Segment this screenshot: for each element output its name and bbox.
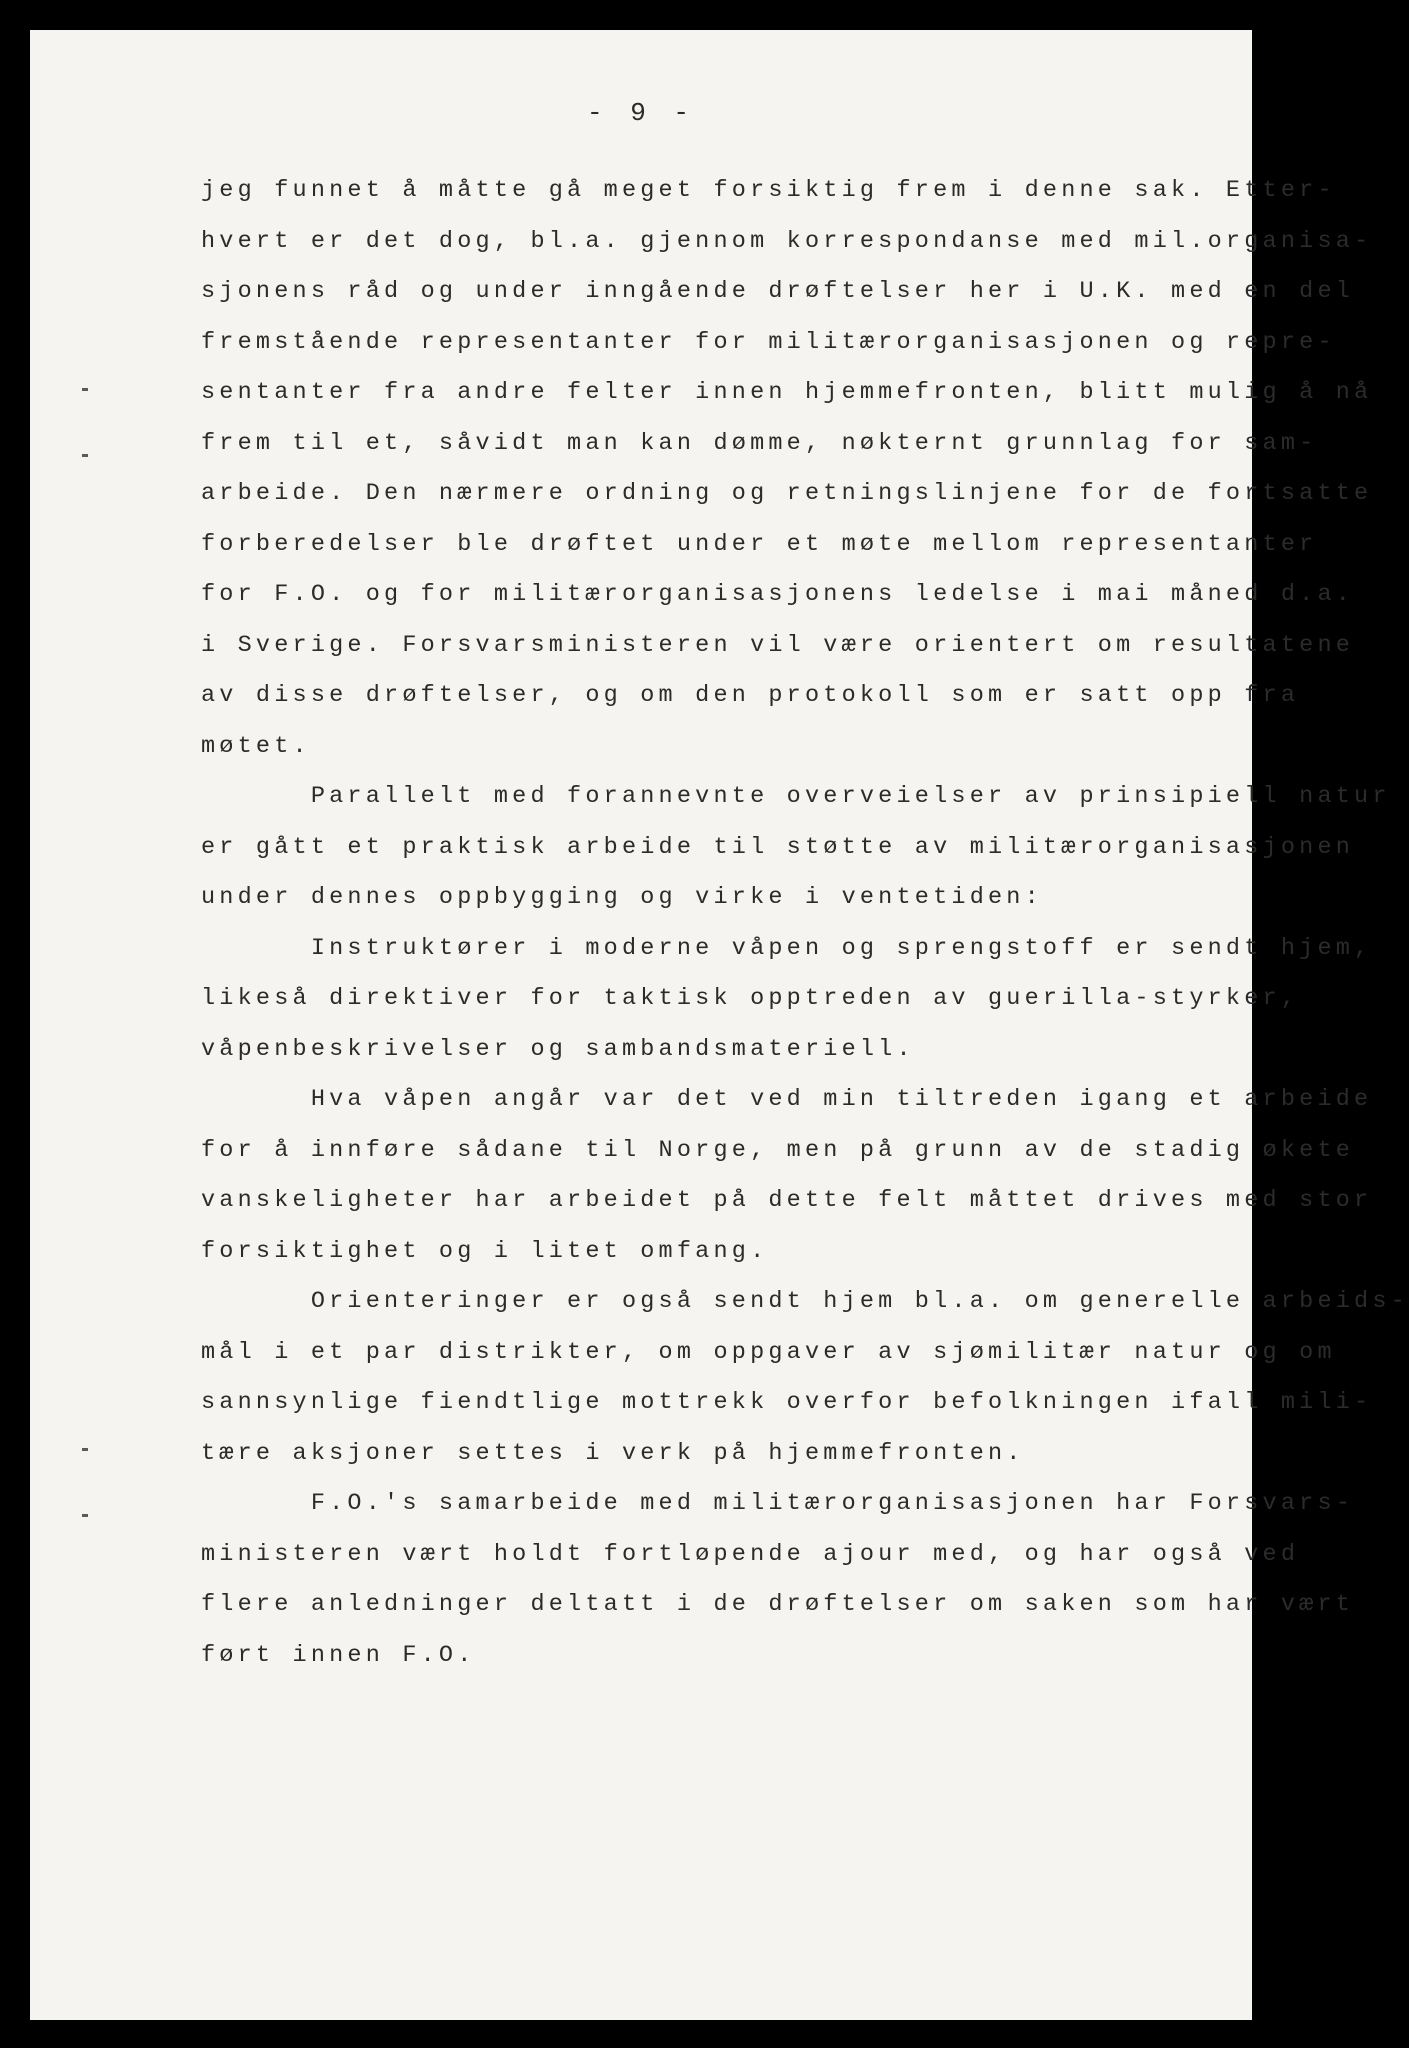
margin-mark <box>82 1448 88 1451</box>
text-line: Instruktører i moderne våpen og sprengstoff er sendt hjem, <box>201 934 1373 962</box>
text-line: møtet. <box>201 732 311 760</box>
page-number: - 9 - <box>586 98 695 128</box>
text-line: Hva våpen angår var det ved min tiltreden igang et arbeide <box>201 1086 1373 1113</box>
text-line: sannsynlige fiendtlige mottrekk overfor befolkningen ifall mili- <box>201 1389 1373 1416</box>
text-line: for F.O. og for militærorganisasjonens ledelse i mai måned d.a. <box>201 581 1355 608</box>
text-line: av disse drøftelser, og om den protokoll som er satt opp fra <box>201 682 1300 709</box>
margin-mark <box>82 388 88 391</box>
text-line: jeg funnet å måtte gå meget forsiktig frem i denne sak. Etter- <box>201 177 1336 204</box>
text-line: Orienteringer er også sendt hjem bl.a. om generelle arbeids- <box>201 1288 1409 1315</box>
text-line: forberedelser ble drøftet under et møte mellom representanter <box>201 530 1318 558</box>
text-line: arbeide. Den nærmere ordning og retningslinjene for de fortsatte <box>201 480 1373 507</box>
text-line: frem til et, såvidt man kan dømme, nøkternt grunnlag for sam- <box>201 429 1318 457</box>
margin-mark <box>82 1514 88 1517</box>
margin-mark <box>82 454 88 457</box>
text-line: sentanter fra andre felter innen hjemmefronten, blitt mulig å nå <box>201 379 1373 406</box>
document-page <box>30 30 1409 2020</box>
text-line: ført innen F.O. <box>201 1641 476 1669</box>
text-line: fremstående representanter for militærorganisasjonen og repre- <box>201 328 1336 356</box>
text-line: vanskeligheter har arbeidet på dette felt måttet drives med stor <box>201 1187 1373 1214</box>
text-line: F.O.'s samarbeide med militærorganisasjonen har Forsvars- <box>201 1490 1355 1517</box>
text-line: flere anledninger deltatt i de drøftelser om saken som har vært <box>201 1591 1355 1618</box>
text-line: for å innføre sådane til Norge, men på grunn av de stadig økete <box>201 1136 1355 1164</box>
text-line: våpenbeskrivelser og sambandsmateriell. <box>201 1035 915 1063</box>
text-line: tære aksjoner settes i verk på hjemmefronten. <box>201 1439 1025 1467</box>
text-line: sjonens råd og under inngående drøftelser her i U.K. med en del <box>201 278 1355 305</box>
body-text <box>201 166 1409 1681</box>
text-line: i Sverige. Forsvarsministeren vil være orientert om resultatene <box>201 631 1355 659</box>
text-line: hvert er det dog, bl.a. gjennom korrespondanse med mil.organisa- <box>201 227 1373 255</box>
text-line: er gått et praktisk arbeide til støtte av militærorganisasjonen <box>201 833 1355 861</box>
text-line: Parallelt med forannevnte overveielser av prinsipiell natur <box>201 783 1391 810</box>
text-line: forsiktighet og i litet omfang. <box>201 1237 769 1265</box>
text-line: likeså direktiver for taktisk opptreden av guerilla-styrker, <box>201 985 1300 1012</box>
text-line: mål i et par distrikter, om oppgaver av sjømilitær natur og om <box>201 1338 1336 1366</box>
text-line: ministeren vært holdt fortløpende ajour med, og har også ved <box>201 1540 1300 1568</box>
text-line: under dennes oppbygging og virke i ventetiden: <box>201 884 1043 911</box>
